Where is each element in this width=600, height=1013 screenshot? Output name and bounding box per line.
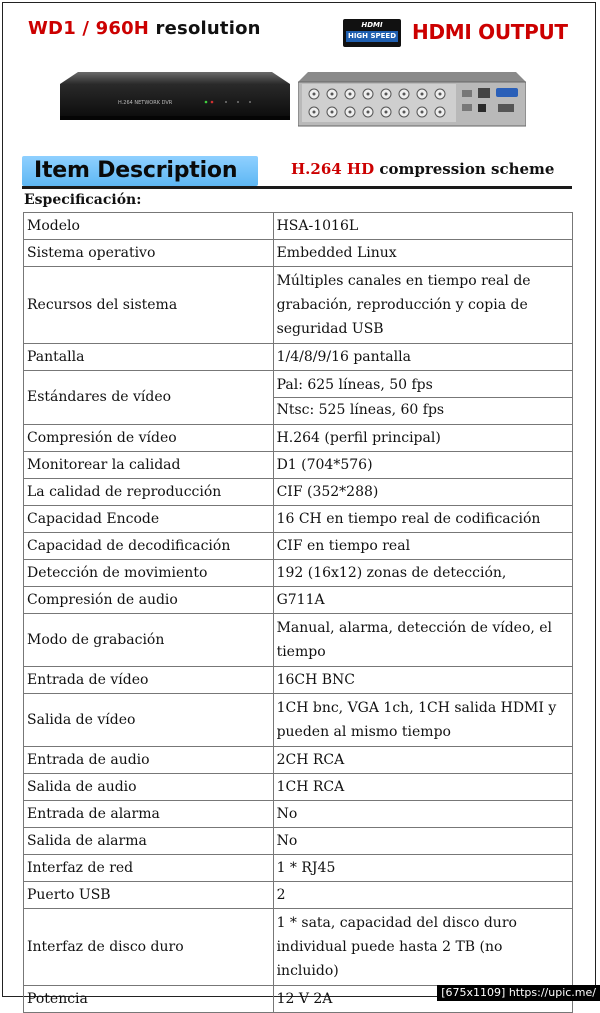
spec-value: 1 * RJ45 xyxy=(273,855,572,882)
table-row xyxy=(24,587,573,614)
spec-key: Compresión de vídeo xyxy=(24,425,274,452)
table-row xyxy=(24,747,573,774)
spec-value-line: Múltiples canales en tiempo real de xyxy=(276,273,531,289)
spec-key: Capacidad Encode xyxy=(24,506,274,533)
spec-value xyxy=(273,371,572,425)
spec-value-line: seguridad USB xyxy=(276,321,384,337)
spec-value: No xyxy=(273,801,572,828)
table-row xyxy=(24,479,573,506)
dvr-front-image xyxy=(60,70,290,122)
table-row xyxy=(24,506,573,533)
spec-key: Interfaz de disco duro xyxy=(24,909,274,986)
spec-value-line: tiempo xyxy=(276,644,326,660)
spec-value-line: 1 * sata, capacidad del disco duro xyxy=(276,915,517,931)
spec-key: Salida de alarma xyxy=(24,828,274,855)
spec-value xyxy=(273,614,572,667)
table-row xyxy=(24,614,573,667)
spec-key: La calidad de reproducción xyxy=(24,479,274,506)
table-row xyxy=(24,774,573,801)
spec-value: 2 xyxy=(273,882,572,909)
table-row xyxy=(24,213,573,240)
spec-key: Modo de grabación xyxy=(24,614,274,667)
spec-value: Embedded Linux xyxy=(273,240,572,267)
table-row xyxy=(24,267,573,344)
hdmi-logo-text: HDMI xyxy=(361,21,383,29)
spec-value: H.264 (perfil principal) xyxy=(273,425,572,452)
spec-value: CIF en tiempo real xyxy=(273,533,572,560)
spec-key: Salida de vídeo xyxy=(24,694,274,747)
spec-value: 16CH BNC xyxy=(273,667,572,694)
spec-value-line: Pal: 625 líneas, 50 fps xyxy=(276,377,433,393)
spec-value xyxy=(273,267,572,344)
spec-table xyxy=(23,212,573,1013)
spec-key: Entrada de vídeo xyxy=(24,667,274,694)
item-description-rule xyxy=(22,186,572,189)
item-description-title: Item Description xyxy=(22,156,258,186)
spec-key: Modelo xyxy=(24,213,274,240)
table-row xyxy=(24,560,573,587)
table-row xyxy=(24,909,573,986)
spec-key: Detección de movimiento xyxy=(24,560,274,587)
compression-scheme-caption xyxy=(291,160,554,178)
spec-value: 2CH RCA xyxy=(273,747,572,774)
spec-value: 16 CH en tiempo real de codificación xyxy=(273,506,572,533)
spec-value: D1 (704*576) xyxy=(273,452,572,479)
table-row xyxy=(24,694,573,747)
spec-value-line: grabación, reproducción y copia de xyxy=(276,297,528,313)
table-row xyxy=(24,882,573,909)
spec-value-line: 1CH bnc, VGA 1ch, 1CH salida HDMI y xyxy=(276,700,557,716)
image-host-watermark[interactable]: [675x1109] https://upic.me/ xyxy=(437,985,600,1001)
spec-value: HSA-1016L xyxy=(273,213,572,240)
table-row xyxy=(24,533,573,560)
high-speed-label: HIGH SPEED xyxy=(347,32,397,40)
resolution-prefix: WD1 / 960H xyxy=(28,18,150,39)
spec-key: Entrada de audio xyxy=(24,747,274,774)
spec-value: 1/4/8/9/16 pantalla xyxy=(273,344,572,371)
spec-value: 1CH RCA xyxy=(273,774,572,801)
spec-value: CIF (352*288) xyxy=(273,479,572,506)
table-row xyxy=(24,855,573,882)
table-row xyxy=(24,240,573,267)
table-row xyxy=(24,828,573,855)
spec-key: Salida de audio xyxy=(24,774,274,801)
compression-rest: compression scheme xyxy=(374,160,555,178)
hdmi-high-speed-logo xyxy=(343,19,401,47)
table-row xyxy=(24,425,573,452)
spec-value xyxy=(273,694,572,747)
spec-key: Potencia xyxy=(24,986,274,1013)
spec-value: 192 (16x12) zonas de detección, xyxy=(273,560,572,587)
spec-value: No xyxy=(273,828,572,855)
spec-value-line: individual puede hasta 2 TB (no incluido) xyxy=(276,939,503,979)
spec-key: Pantalla xyxy=(24,344,274,371)
spec-value: 12 V 2A xyxy=(273,986,572,1013)
spec-value-line: Ntsc: 525 líneas, 60 fps xyxy=(274,397,572,422)
spec-value-line: pueden al mismo tiempo xyxy=(276,724,451,740)
table-row xyxy=(24,371,573,425)
spec-value-line: Manual, alarma, detección de vídeo, el xyxy=(276,620,553,636)
spec-key: Entrada de alarma xyxy=(24,801,274,828)
spec-value: G711A xyxy=(273,587,572,614)
spec-value xyxy=(273,909,572,986)
spec-key: Estándares de vídeo xyxy=(24,371,274,425)
spec-key: Monitorear la calidad xyxy=(24,452,274,479)
spec-key: Sistema operativo xyxy=(24,240,274,267)
table-row xyxy=(24,452,573,479)
hdmi-output-title: HDMI OUTPUT xyxy=(412,20,568,44)
spec-heading: Especificación: xyxy=(24,192,142,208)
spec-key: Capacidad de decodificación xyxy=(24,533,274,560)
resolution-title xyxy=(28,18,261,39)
table-row xyxy=(24,667,573,694)
dvr-front-label: H.264 NETWORK DVR xyxy=(118,100,173,106)
spec-key: Interfaz de red xyxy=(24,855,274,882)
table-row xyxy=(24,344,573,371)
table-row xyxy=(24,801,573,828)
spec-key: Recursos del sistema xyxy=(24,267,274,344)
spec-key: Compresión de audio xyxy=(24,587,274,614)
resolution-suffix: resolution xyxy=(149,18,261,39)
spec-key: Puerto USB xyxy=(24,882,274,909)
dvr-back-image xyxy=(298,70,526,130)
compression-highlight: H.264 HD xyxy=(291,160,375,178)
